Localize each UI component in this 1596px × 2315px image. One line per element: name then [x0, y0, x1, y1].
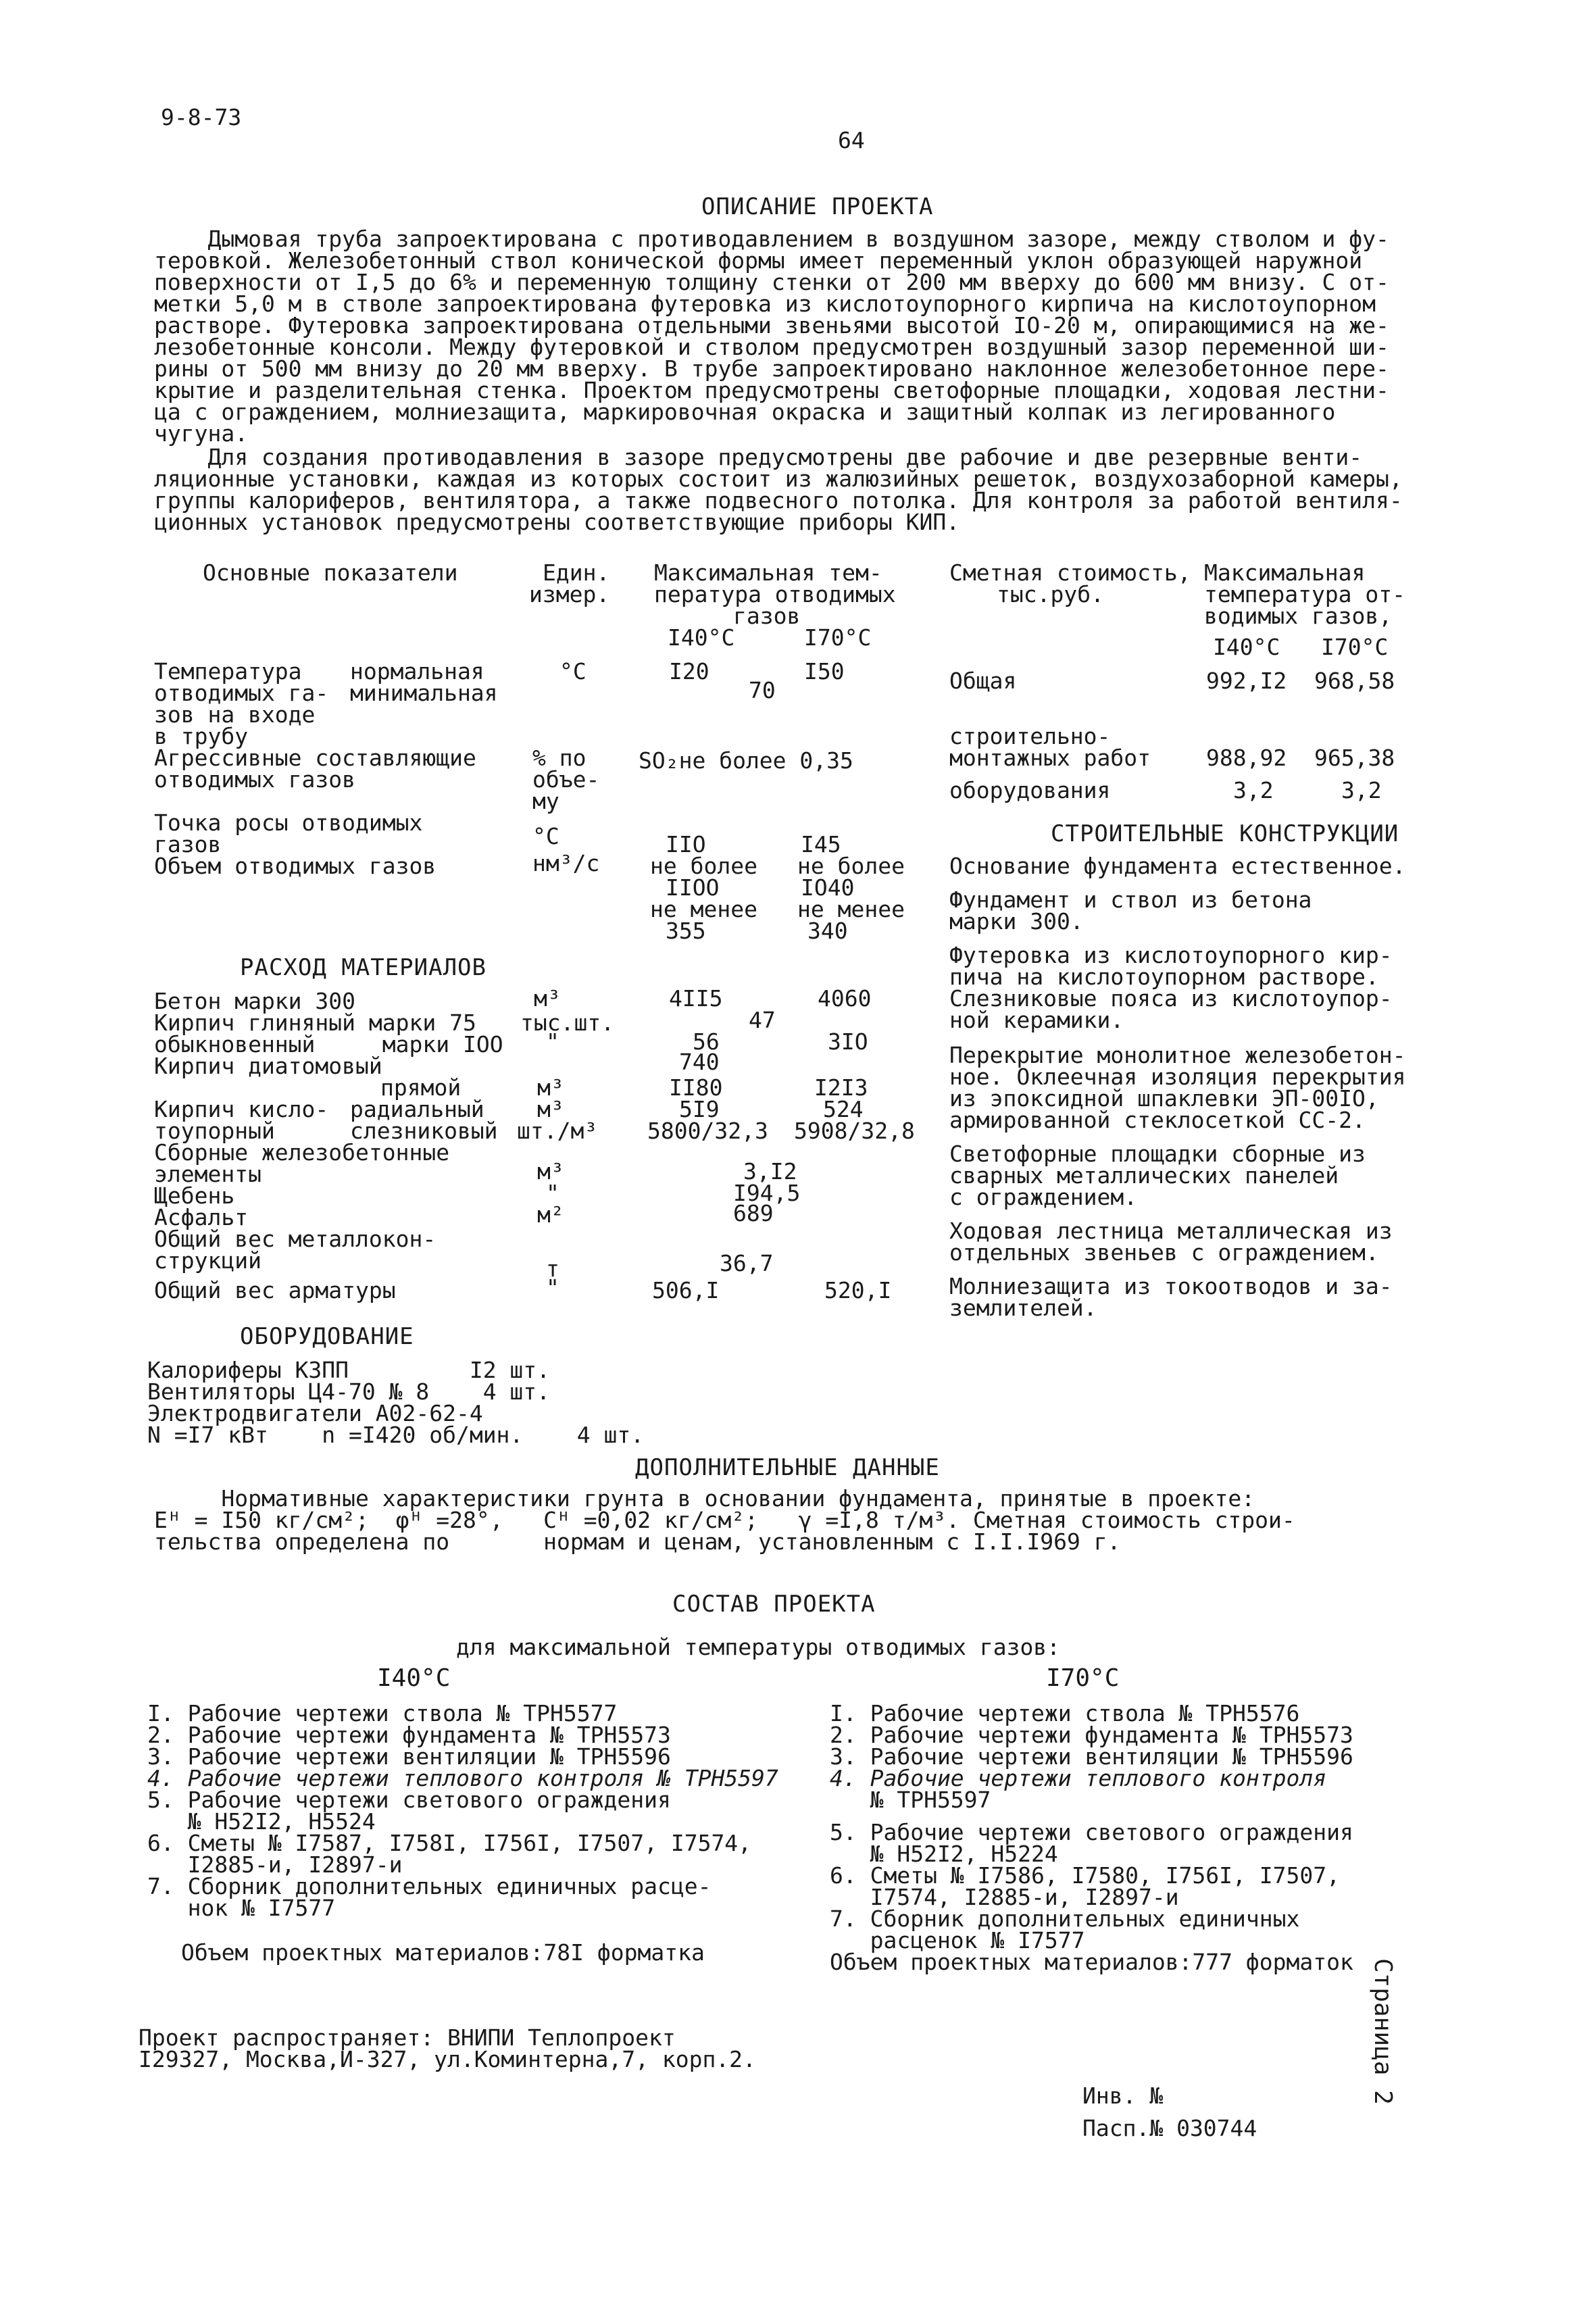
structure-item-3d: ной керамики. [949, 1007, 1124, 1033]
structure-item-2b: марки 300. [949, 908, 1084, 935]
additional-line-2: Eᴴ = I50 кг/см²; φᴴ =28°, Cᴴ =0,02 кг/см²; γ =I,8 т/м³. Сметная стоимость строи- [154, 1507, 1295, 1533]
brick-unit: тыс.шт. [520, 1010, 615, 1036]
dew-170: I45 [801, 831, 841, 857]
structure-item-2: Фундамент и ствол из бетона [949, 887, 1312, 913]
composition-left-2: 2. Рабочие чертежи фундамента № ТРН5573 [147, 1722, 671, 1748]
col-header-unit: Един. [543, 559, 610, 586]
additional-title: ДОПОЛНИТЕЛЬНЫЕ ДАННЫЕ [635, 1454, 940, 1481]
metal-unit: т [546, 1255, 559, 1282]
acid-kind-drip: слезниковый [350, 1118, 498, 1144]
concrete-140: 4II5 [669, 985, 723, 1012]
volume-140-4: 355 [666, 918, 706, 944]
text-line: лезобетонные консоли. Между футеровкой и стволом предусмотрен воздушный зазор переменной ши- [154, 334, 1389, 360]
cost-max-header-2: температура от- [1204, 581, 1406, 607]
dew-label-2: газов [154, 831, 222, 857]
passport-number: Пасп.№ 030744 [1082, 2115, 1257, 2141]
cost-max-header-3: водимых газов, [1204, 603, 1393, 629]
temp-label-4: в трубу [154, 723, 249, 749]
cost-build-170: 965,38 [1314, 745, 1395, 771]
temp-normal-label: нормальная [350, 658, 484, 684]
rebar-unit: " [546, 1274, 559, 1301]
text-line: метки 5,0 м в стволе запроектирована футеровка из кислотоупорного кирпича на кислотоупорном [154, 291, 1376, 317]
col-header-max-temp: Максимальная тем- [654, 559, 882, 586]
acid-radial-140: 5I9 [679, 1096, 720, 1122]
cost-header: Сметная стоимость, [949, 559, 1191, 586]
structure-item-5b: сварных металлических панелей [949, 1162, 1339, 1189]
composition-right-1: I. Рабочие чертежи ствола № ТРН5576 [830, 1700, 1300, 1726]
volume-170-3: не менее [797, 896, 905, 922]
brick-75-value: 47 [749, 1007, 776, 1033]
temp-label-3: зов на входе [154, 701, 316, 728]
temp-normal-170: I50 [804, 658, 845, 684]
composition-right-5b: № Н52I2, Н5224 [830, 1841, 1058, 1867]
concrete-170: 4060 [818, 985, 872, 1012]
composition-left-5: 5. Рабочие чертежи светового ограждения [147, 1787, 671, 1813]
precast-value: 3,I2 [743, 1158, 797, 1185]
metal-value: 36,7 [720, 1250, 774, 1276]
composition-right-7b: расценок № I7577 [830, 1927, 1085, 1953]
text-line: группы калориферов, вентилятора, а также подвесного потолка. Для контроля за работой вентиля- [154, 487, 1403, 514]
structure-item-3: Футеровка из кислотоупорного кир- [949, 942, 1393, 968]
distributor-address: I29327, Москва,И-327, ул.Коминтерна,7, корп.2. [139, 2046, 756, 2072]
composition-right-4: 4. Рабочие чертежи теплового контроля [830, 1765, 1327, 1791]
structure-item-4b: ное. Оклеечная изоляция перекрытия [949, 1064, 1406, 1090]
structure-item-5c: с ограждением. [949, 1184, 1138, 1210]
brick-label: Кирпич глиняный марки 75 [154, 1010, 476, 1036]
aggr-unit: % по [532, 745, 587, 771]
structure-item-5: Светофорные площадки сборные из [949, 1141, 1366, 1167]
equipment-title: ОБОРУДОВАНИЕ [240, 1323, 414, 1350]
composition-right-5: 5. Рабочие чертежи светового ограждения [830, 1819, 1353, 1845]
text-line: рины от 500 мм внизу до 20 мм вверху. В трубе запроектировано наклонное железобетонное пере- [154, 355, 1389, 382]
distributor: Проект распространяет: ВНИПИ Теплопроект [139, 2024, 676, 2051]
structure-item-4d: армированной стеклосеткой СС-2. [949, 1107, 1366, 1133]
additional-line-1: Нормативные характеристики грунта в основании фундамента, принятые в проекте: [154, 1485, 1255, 1512]
concrete-unit: м³ [534, 985, 561, 1012]
metal-label-2: струкций [154, 1247, 261, 1274]
temp-min-label: минимальная [350, 680, 498, 706]
equipment-line-4: N =I7 кВт n =I420 об/мин. 4 шт. [147, 1422, 645, 1448]
composition-left-6b: I2885-и, I2897-и [147, 1851, 403, 1878]
text-line: поверхности от I,5 до 6% и переменную толщину стенки от 200 мм вверху до 600 мм внизу. С от- [154, 269, 1389, 295]
asphalt-value: 689 [733, 1200, 774, 1226]
materials-title: РАСХОД МАТЕРИАЛОВ [240, 954, 487, 981]
col-header-max-temp-2: пература отводимых [654, 581, 896, 607]
col-header-max-temp-3: газов [733, 603, 801, 629]
composition-left-4: 4. Рабочие чертежи теплового контроля № ТРН5597 [147, 1765, 778, 1791]
temp-normal-140: I20 [669, 658, 709, 684]
col-header-indicators: Основные показатели [203, 559, 458, 586]
composition-170-heading: I70°C [1046, 1664, 1120, 1692]
gravel-unit: " [546, 1180, 559, 1206]
structure-item-3c: Слезниковые пояса из кислотоупор- [949, 985, 1393, 1012]
cost-total-label: Общая [949, 668, 1017, 694]
composition-left-3: 3. Рабочие чертежи вентиляции № ТРН5596 [147, 1743, 671, 1770]
acid-drip-170: 5908/32,8 [794, 1118, 915, 1144]
composition-title: СОСТАВ ПРОЕКТА [672, 1591, 876, 1618]
acid-unit-1: м³ [537, 1074, 564, 1101]
acid-kind-straight: прямой [380, 1074, 462, 1101]
cost-build-label: строительно- [949, 723, 1111, 749]
asphalt-label: Асфальт [154, 1204, 249, 1230]
structure-item-4: Перекрытие монолитное железобетон- [949, 1042, 1406, 1068]
composition-left-1: I. Рабочие чертежи ствола № ТРН5577 [147, 1700, 618, 1726]
col-header-170: I70°C [804, 624, 872, 651]
structure-item-3b: пича на кислотоупорном растворе. [949, 964, 1379, 990]
cost-total-170: 968,58 [1314, 668, 1395, 694]
composition-right-4b: № ТРН5597 [830, 1787, 991, 1813]
cost-equip-140: 3,2 [1233, 777, 1274, 803]
volume-140-2: IIOO [666, 874, 720, 901]
rebar-140: 506,I [652, 1277, 720, 1303]
concrete-label: Бетон марки 300 [154, 988, 356, 1014]
temp-unit: °C [559, 658, 587, 684]
text-line: крытие и разделительная стенка. Проектом предусмотрены светофорные площадки, ходовая лестни- [154, 377, 1389, 403]
composition-subtitle: для максимальной температуры отводимых газов: [456, 1634, 1061, 1660]
composition-right-6: 6. Сметы № I7586, I7580, I756I, I7507, [830, 1862, 1340, 1889]
volume-170-2: IO40 [801, 874, 855, 901]
composition-right-3: 3. Рабочие чертежи вентиляции № ТРН5596 [830, 1743, 1353, 1770]
volume-170: не более [797, 853, 905, 879]
aggr-unit-3: му [532, 788, 559, 814]
structure-item-7: Молниезащита из токоотводов и за- [949, 1273, 1393, 1299]
composition-left-7b: нок № I7577 [147, 1895, 336, 1921]
temp-min-value: 70 [749, 677, 776, 703]
col-header-unit-2: измер. [529, 581, 610, 607]
precast-label-2: элементы [154, 1161, 261, 1187]
cost-build-label-2: монтажных работ [949, 745, 1151, 771]
aggr-value: SO₂не более 0,35 [639, 747, 853, 774]
rebar-170: 520,I [824, 1277, 892, 1303]
page-number: 64 [838, 127, 865, 153]
brick-100-140: 56 [693, 1028, 720, 1055]
description-title: ОПИСАНИЕ ПРОЕКТА [701, 193, 934, 220]
text-line: ляционные установки, каждая из которых состоит из жалюзийных решеток, воздухозаборной камеры, [154, 466, 1403, 492]
equipment-line-2: Вентиляторы Ц4-70 № 8 4 шт. [147, 1378, 551, 1405]
dew-140: IIO [666, 831, 706, 857]
cost-col-140: I40°C [1213, 634, 1280, 660]
acid-drip-140: 5800/32,3 [647, 1118, 768, 1144]
diatom-value: 740 [679, 1049, 720, 1075]
composition-right-6b: I7574, I2885-и, I2897-и [830, 1884, 1179, 1910]
precast-unit: м³ [537, 1158, 564, 1185]
cost-equip-170: 3,2 [1341, 777, 1382, 803]
volume-unit: нм³/с [532, 850, 600, 876]
composition-left-volume: Объем проектных материалов:78I форматка [181, 1939, 705, 1966]
cost-max-header: Максимальная [1204, 559, 1366, 586]
structure-item-4c: из эпоксидной шпаклевки ЭП-00IO, [949, 1085, 1379, 1112]
composition-right-7: 7. Сборник дополнительных единичных [830, 1906, 1300, 1932]
diatom-label: Кирпич диатомовый [154, 1053, 382, 1079]
brick-label-2: обыкновенный марки IOO [154, 1031, 503, 1057]
composition-left-7: 7. Сборник дополнительных единичных расце- [147, 1873, 712, 1899]
precast-label: Сборные железобетонные [154, 1139, 450, 1166]
metal-label: Общий вес металлокон- [154, 1226, 437, 1252]
cost-col-170: I70°C [1321, 634, 1389, 660]
brick-unit-2: " [546, 1028, 559, 1055]
structure-item-6b: отдельных звеньев с ограждением. [949, 1239, 1379, 1266]
acid-straight-140: II80 [669, 1074, 723, 1101]
asphalt-unit: м² [537, 1201, 564, 1228]
composition-right-2: 2. Рабочие чертежи фундамента № ТРН5573 [830, 1722, 1353, 1748]
additional-line-3: тельства определена по нормам и ценам, установленным с I.I.I969 г. [154, 1528, 1121, 1555]
aggr-unit-2: объе- [532, 766, 600, 793]
gravel-value: I94,5 [733, 1180, 801, 1206]
aggr-label: Агрессивные составляющие [154, 745, 476, 771]
volume-140: не более [650, 853, 757, 879]
acid-kind-radial: радиальный [350, 1096, 484, 1122]
cost-total-140: 992,I2 [1206, 668, 1287, 694]
rebar-label: Общий вес арматуры [154, 1277, 396, 1303]
text-line: чугуна. [154, 420, 249, 447]
dew-label: Точка росы отводимых [154, 810, 423, 836]
acid-unit-2: м³ [537, 1096, 564, 1122]
cost-build-140: 988,92 [1206, 745, 1287, 771]
acid-brick-label-2: тоупорный [154, 1118, 275, 1144]
volume-140-3: не менее [650, 896, 757, 922]
composition-140-heading: I40°C [377, 1664, 451, 1692]
volume-label: Объем отводимых газов [154, 853, 437, 879]
text-line: растворе. Футеровка запроектирована отдельными звеньями высотой IO-20 м, опирающимися на же- [154, 312, 1389, 339]
acid-unit-3: шт./м³ [517, 1118, 598, 1144]
structure-item-1: Основание фундамента естественное. [949, 853, 1406, 879]
composition-left-5b: № Н52I2, Н5524 [147, 1808, 376, 1835]
composition-right-volume: Объем проектных материалов:777 форматок [830, 1949, 1353, 1975]
document-code: 9-8-73 [161, 104, 242, 130]
text-line: теровкой. Железобетонный ствол конической формы имеет переменный уклон образующей наружной [154, 247, 1363, 274]
structure-item-6: Ходовая лестница металлическая из [949, 1218, 1393, 1244]
structures-title: СТРОИТЕЛЬНЫЕ КОНСТРУКЦИИ [1051, 820, 1399, 847]
col-header-140: I40°C [668, 624, 735, 651]
text-line: ционных установок предусмотрены соответствующие приборы КИП. [154, 509, 960, 535]
cost-header-2: тыс.руб. [997, 581, 1104, 607]
volume-170-4: 340 [807, 918, 848, 944]
description-paragraph-2 [154, 444, 1403, 535]
composition-left-6: 6. Сметы № I7587, I758I, I756I, I7507, I7574, [147, 1830, 752, 1856]
side-page-label: Страница 2 [1369, 1958, 1397, 2105]
dew-unit: °C [532, 823, 559, 849]
temp-label-2: отводимых га- [154, 680, 329, 706]
gravel-label: Щебень [154, 1183, 235, 1209]
temp-label: Температура [154, 658, 302, 684]
text-line: Для создания противодавления в зазоре предусмотрены две рабочие и две резервные венти- [154, 444, 1363, 470]
text-line: Дымовая труба запроектирована с противодавлением в воздушном зазоре, между стволом и фу- [154, 226, 1389, 252]
brick-100-170: 3IO [828, 1028, 868, 1055]
cost-equip-label: оборудования [949, 777, 1111, 803]
acid-radial-170: 524 [823, 1096, 864, 1122]
inventory-number: Инв. № [1082, 2083, 1164, 2109]
structure-item-7b: землителей. [949, 1295, 1097, 1321]
equipment-line-3: Электродвигатели А02-62-4 [147, 1400, 483, 1426]
equipment-line-1: Калориферы КЗПП I2 шт. [147, 1357, 551, 1383]
description-paragraph-1 [154, 228, 1403, 445]
acid-straight-170: I2I3 [814, 1074, 868, 1101]
aggr-label-2: отводимых газов [154, 766, 356, 793]
text-line: ца с ограждением, молниезащита, маркировочная окраска и защитный колпак из легированного [154, 399, 1336, 425]
acid-brick-label: Кирпич кисло- [154, 1096, 329, 1122]
